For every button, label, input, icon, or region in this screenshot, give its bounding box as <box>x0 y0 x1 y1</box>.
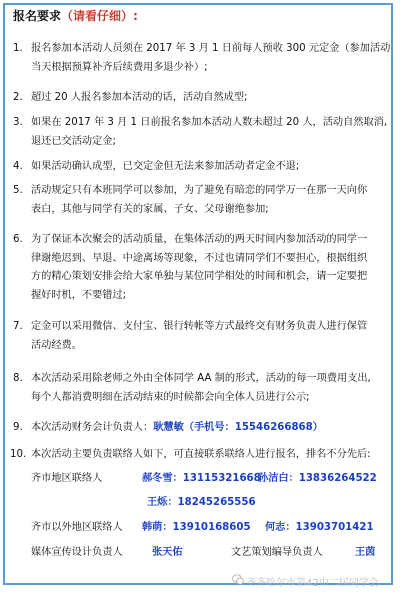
list-item <box>13 158 385 177</box>
finance-name: 耿慧敏 <box>153 422 184 433</box>
item-number: 9. <box>13 422 23 433</box>
item-number: 4. <box>13 161 23 172</box>
item-number: 1. <box>13 43 23 54</box>
item-text: 本次活动采用除老师之外由全体同学 AA 制的形式，活动的每一项费用支出, <box>31 373 371 384</box>
list-item <box>13 40 391 77</box>
contact-outside-2: 何志：13903701421 <box>265 522 374 533</box>
item-number: 2. <box>13 92 23 103</box>
list-item <box>13 182 385 219</box>
item-text: 每个人都消费明细在活动结束的时候都会向全体人员进行公示; <box>31 391 310 403</box>
list-item <box>13 231 385 305</box>
item-text: 当天根据预算补齐后续费用多退少补）; <box>31 61 208 73</box>
page-title <box>13 7 138 24</box>
item-text: 超过 20 人报名参加本活动的话，活动自然成型; <box>31 92 248 103</box>
item-number: 6. <box>13 234 23 245</box>
arts-lead-name: 王茵 <box>355 547 376 558</box>
list-item <box>13 370 385 407</box>
finance-phone: （手机号：15546266868） <box>183 422 323 433</box>
item-text: 报名参加本活动人员须在 2017 年 3 月 1 日前每人预收 300 元定金（参加活动 <box>31 43 391 54</box>
title-note: （请看仔细）: <box>61 9 138 23</box>
item-text: 本次活动主要负责联络人如下，可直接联系联络人进行报名，排名不分先后: <box>31 449 371 460</box>
item-number: 7. <box>13 321 23 332</box>
item-number: 10. <box>10 449 27 460</box>
item-text: 活动规定只有本班同学可以参加，为了避免有暗恋的同学万一在那一天向你 <box>31 185 368 196</box>
list-item <box>13 114 388 151</box>
contact-local-3: 王烁：18245265556 <box>147 497 256 508</box>
contact-local-2: 孙洁白：13836264522 <box>258 473 377 484</box>
item-text: 表白，其他与同学有关的家属、子女、父母谢绝参加; <box>31 203 269 215</box>
item-number: 3. <box>13 117 23 128</box>
item-text: 如果在 2017 年 3 月 1 日前报名参加本活动人数未超过 20 人，活动自然取消, <box>31 117 388 128</box>
item-text: 退还已交活动定金; <box>31 135 116 147</box>
list-item <box>13 89 385 108</box>
finance-label: 本次活动财务会计负责人： <box>31 422 154 433</box>
contact-outside-1: 韩萌：13910168605 <box>142 522 251 533</box>
item-text: 为了保证本次聚会的活动质量，在集体活动的两天时间内参加活动的同学一 <box>31 234 368 245</box>
item-text: 握好时机，不要错过; <box>31 289 127 301</box>
item-number: 5. <box>13 185 23 196</box>
contact-local-1: 郝冬雪：13115321668 <box>142 473 261 484</box>
item-text <box>31 419 323 438</box>
media-lead-label: 媒体宣传设计负责人 <box>31 547 123 558</box>
item-text: 律谢绝迟到、早退、中途离场等现象，不过也请同学们不要担心，根据组织 <box>31 252 368 264</box>
item-number: 8. <box>13 373 23 384</box>
wechat-icon <box>232 574 244 585</box>
list-item <box>10 446 385 465</box>
item-text: 如果活动确认成型，已交定金但无法来参加活动者定金不退; <box>31 161 300 172</box>
list-item <box>13 318 385 355</box>
outside-contacts-label: 齐市以外地区联络人 <box>31 522 123 533</box>
local-contacts-label: 齐市地区联络人 <box>31 473 103 484</box>
item-text: 方的精心策划安排会给大家单独与某位同学相处的时间和机会，请一定要把 <box>31 271 368 282</box>
watermark-text: 齐齐哈尔市第42中二届同学会 <box>246 578 379 589</box>
title-text: 报名要求 <box>13 9 62 23</box>
list-item <box>13 419 385 438</box>
arts-lead-label: 文艺策划编导负责人 <box>231 547 323 558</box>
item-text: 定金可以采用微信、支付宝、银行转帐等方式最终交有财务负责人进行保管 <box>31 321 368 332</box>
item-text: 活动经费。 <box>31 339 82 351</box>
media-lead-name: 张天佑 <box>152 547 183 558</box>
